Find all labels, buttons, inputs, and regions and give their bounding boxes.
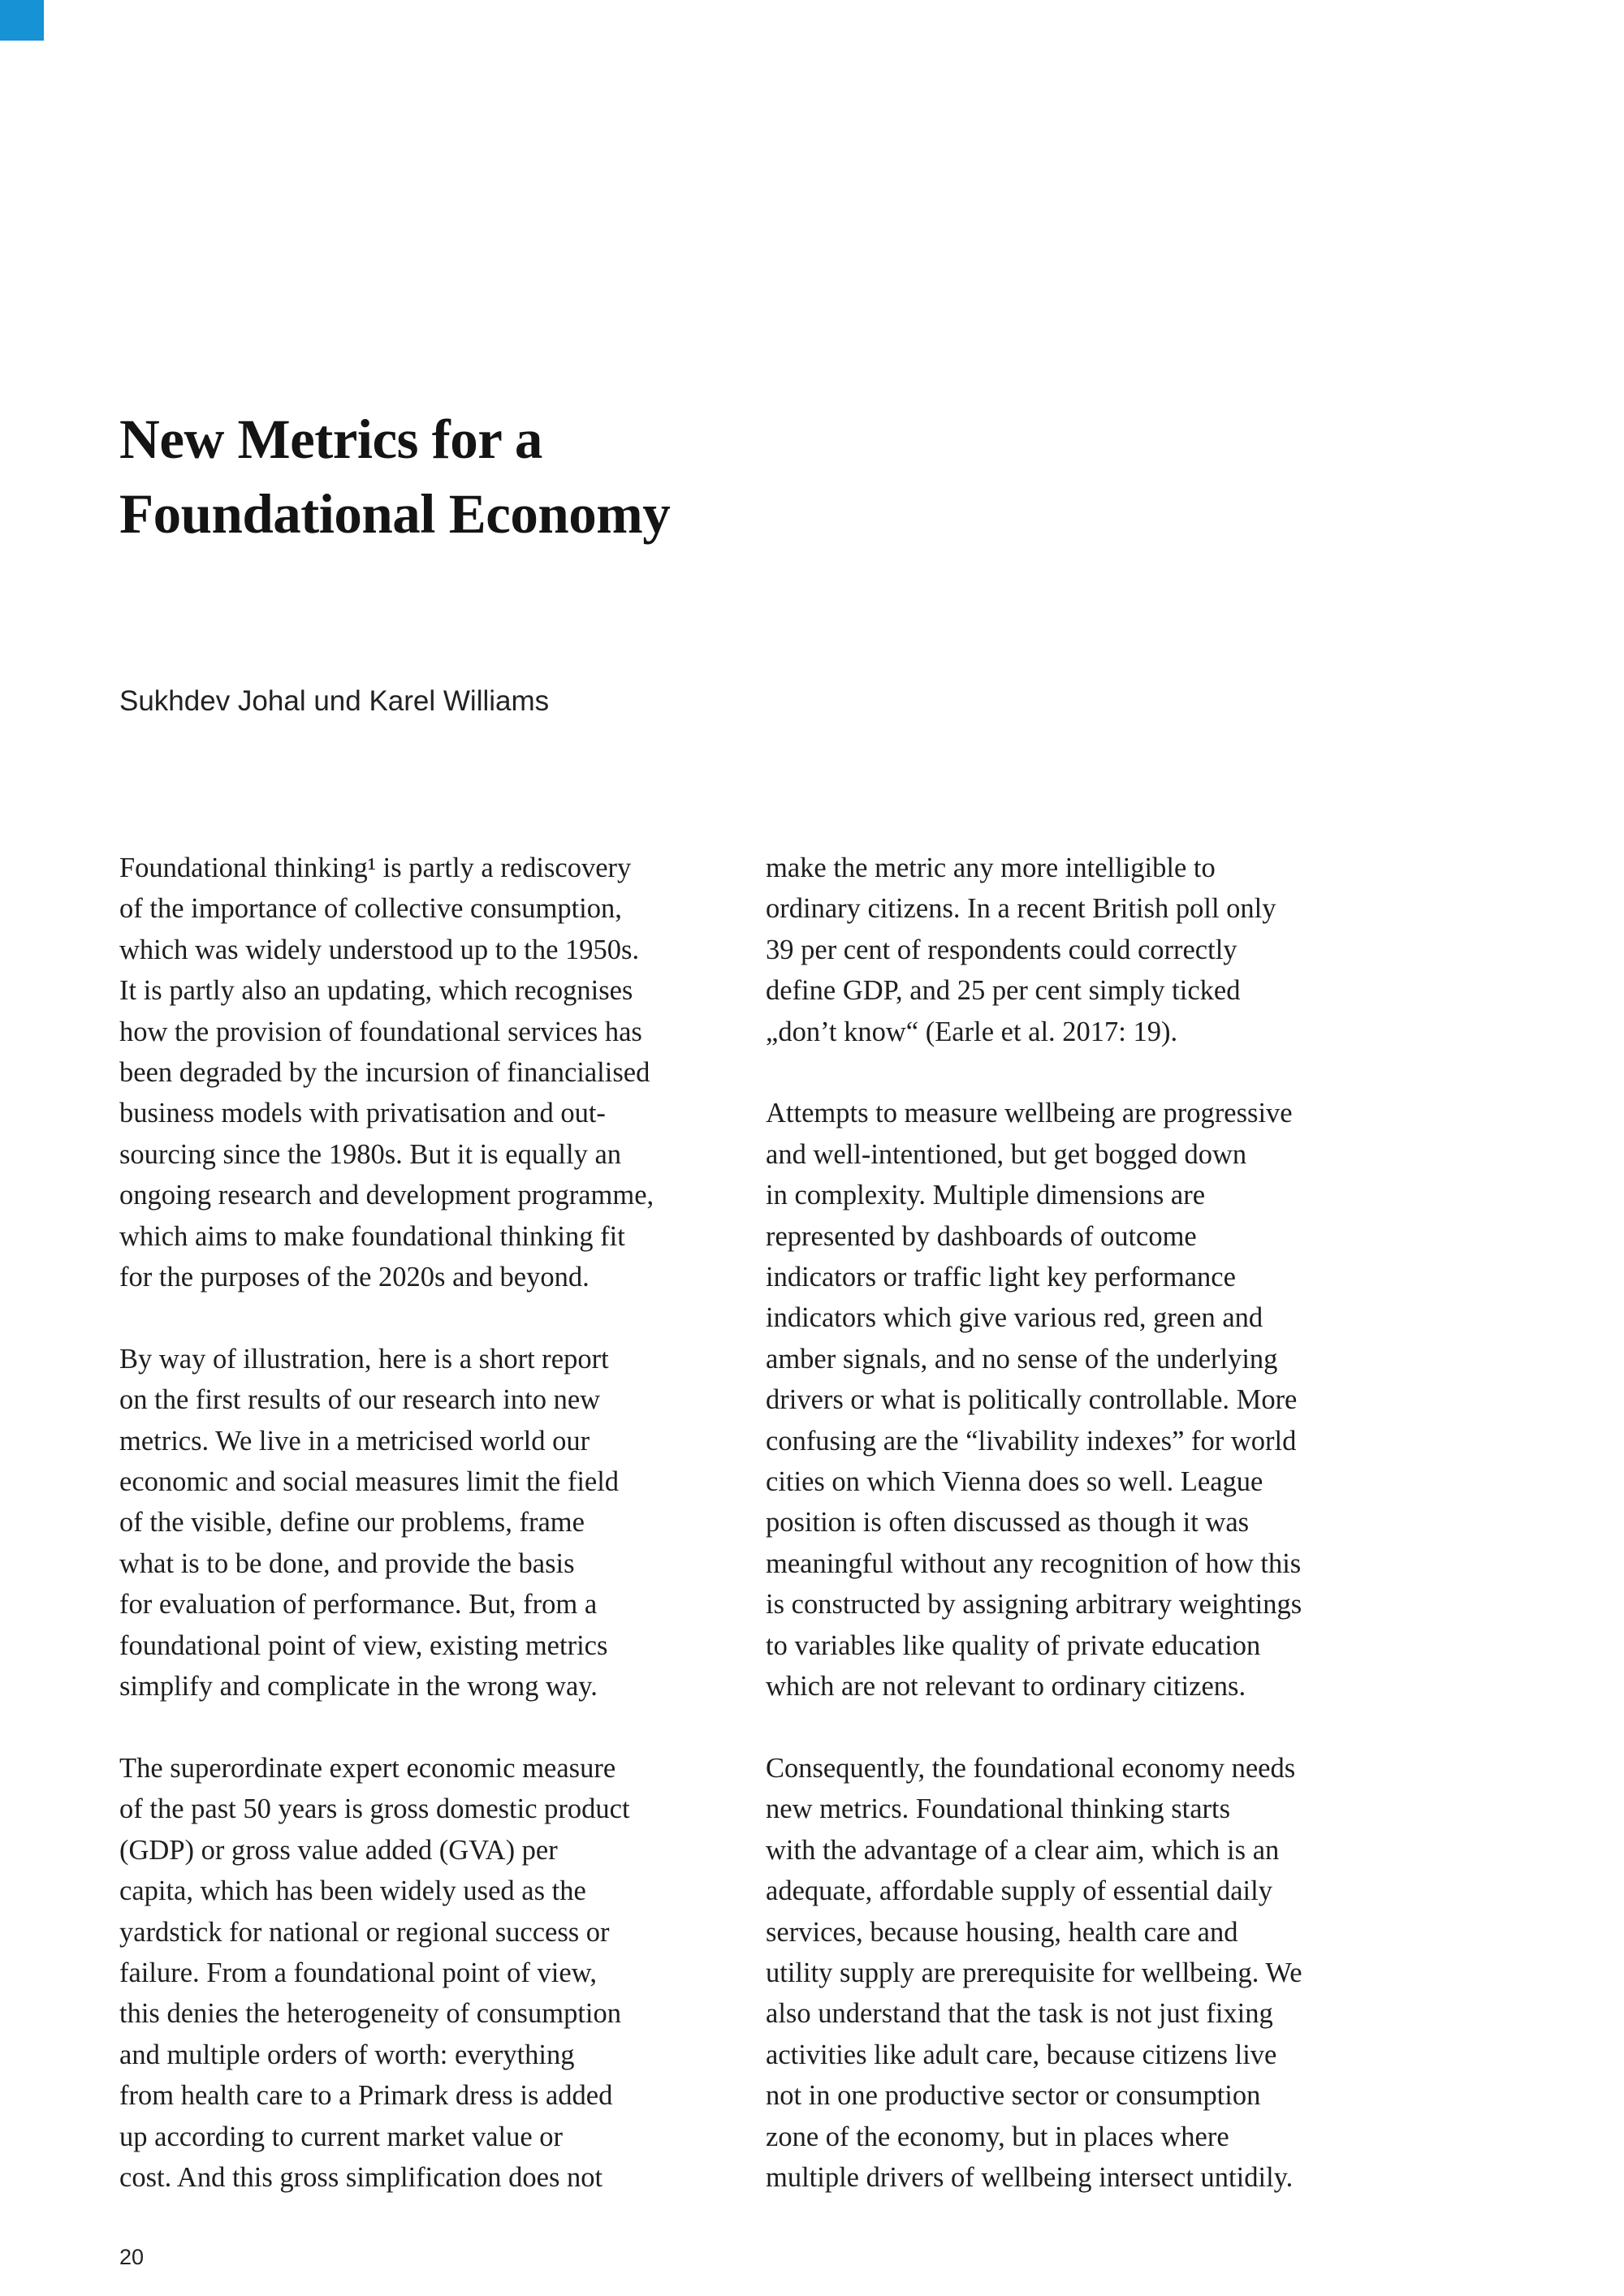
text-line: metrics. We live in a metricised world our [119,1425,590,1457]
text-line: It is partly also an updating, which recognises [119,975,633,1007]
text-line: is constructed by assigning arbitrary weightings [766,1589,1302,1621]
body-paragraph [119,1339,785,1707]
text-line: for the purposes of the 2020s and beyond. [119,1262,590,1293]
text-line: multiple drivers of wellbeing intersect untidily. [766,2161,1294,2193]
text-line: adequate, affordable supply of essential daily [766,1875,1272,1907]
text-line: Attempts to measure wellbeing are progressive [766,1098,1293,1129]
text-line: Foundational thinking¹ is partly a rediscovery [119,852,632,883]
text-line: on the first results of our research into new [119,1384,601,1416]
text-line: up according to current market value or [119,2121,564,2152]
text-line: economic and social measures limit the field [119,1466,620,1498]
text-line: (GDP) or gross value added (GVA) per [119,1834,558,1866]
text-line: represented by dashboards of outcome [766,1220,1197,1252]
text-line: this denies the heterogeneity of consumption [119,1998,621,2030]
text-line: with the advantage of a clear aim, which is an [766,1834,1280,1866]
text-line: indicators which give various red, green and [766,1302,1263,1334]
text-line: indicators or traffic light key performance [766,1262,1236,1293]
body-paragraph [766,848,1432,1052]
text-line: also understand that the task is not just fixing [766,1998,1273,2030]
text-line: 39 per cent of respondents could correctly [766,934,1237,965]
text-line: meaningful without any recognition of how this [766,1547,1302,1579]
text-line: activities like adult care, because citizens live [766,2039,1277,2070]
title-line: Foundational Economy [119,483,671,545]
text-line: what is to be done, and provide the basis [119,1547,575,1579]
text-line: amber signals, and no sense of the underlying [766,1343,1278,1375]
text-line: The superordinate expert economic measure [119,1752,616,1784]
page-number: 20 [119,2245,145,2269]
text-line: ordinary citizens. In a recent British poll only [766,893,1276,925]
text-line: position is often discussed as though it was [766,1507,1250,1539]
text-column-right [766,848,1432,2239]
text-line: services, because housing, health care and [766,1916,1238,1948]
text-line: of the visible, define our problems, frame [119,1507,585,1539]
text-column-left [119,848,785,2239]
text-line: ongoing research and development programme, [119,1180,654,1211]
text-line: define GDP, and 25 per cent simply ticked [766,975,1241,1007]
text-line: make the metric any more intelligible to [766,852,1216,883]
text-line: which was widely understood up to the 1950s. [119,934,640,965]
text-line: simplify and complicate in the wrong way. [119,1671,598,1703]
text-line: cost. And this gross simplification does not [119,2161,603,2193]
text-line: of the past 50 years is gross domestic product [119,1793,630,1825]
text-line: which aims to make foundational thinking fit [119,1220,625,1252]
text-line: yardstick for national or regional success or [119,1916,610,1948]
text-line: for evaluation of performance. But, from a [119,1589,598,1621]
text-line: foundational point of view, existing metrics [119,1629,608,1661]
text-line: cities on which Vienna does so well. League [766,1466,1263,1498]
text-line: Consequently, the foundational economy needs [766,1752,1296,1784]
text-line: and multiple orders of worth: everything [119,2039,575,2070]
text-line: confusing are the “livability indexes” for world [766,1425,1297,1457]
text-line: of the importance of collective consumption, [119,893,622,925]
text-line: which are not relevant to ordinary citizens. [766,1671,1246,1703]
corner-color-mark [0,0,44,41]
text-line: been degraded by the incursion of financialised [119,1057,650,1089]
text-line: and well-intentioned, but get bogged down [766,1138,1247,1170]
body-paragraph [766,1093,1432,1707]
text-line: „don’t know“ (Earle et al. 2017: 19). [766,1016,1178,1047]
article-title [119,402,670,551]
text-line: not in one productive sector or consumption [766,2080,1261,2112]
body-paragraph [119,848,785,1297]
text-line: drivers or what is politically controllable. More [766,1384,1298,1416]
article-authors: Sukhdev Johal und Karel Williams [119,685,550,717]
body-paragraph [119,1748,785,2198]
text-line: to variables like quality of private education [766,1629,1261,1661]
text-line: failure. From a foundational point of view, [119,1957,597,1988]
title-line: New Metrics for a [119,408,542,470]
body-paragraph [766,1748,1432,2198]
text-line: in complexity. Multiple dimensions are [766,1180,1206,1211]
text-line: sourcing since the 1980s. But it is equally an [119,1138,622,1170]
text-line: new metrics. Foundational thinking starts [766,1793,1231,1825]
text-line: By way of illustration, here is a short report [119,1343,609,1375]
text-line: utility supply are prerequisite for wellbeing. We [766,1957,1302,1988]
text-line: business models with privatisation and out- [119,1098,606,1129]
text-line: zone of the economy, but in places where [766,2121,1229,2152]
text-line: from health care to a Primark dress is added [119,2080,613,2112]
text-line: how the provision of foundational services has [119,1016,642,1047]
text-line: capita, which has been widely used as the [119,1875,586,1907]
